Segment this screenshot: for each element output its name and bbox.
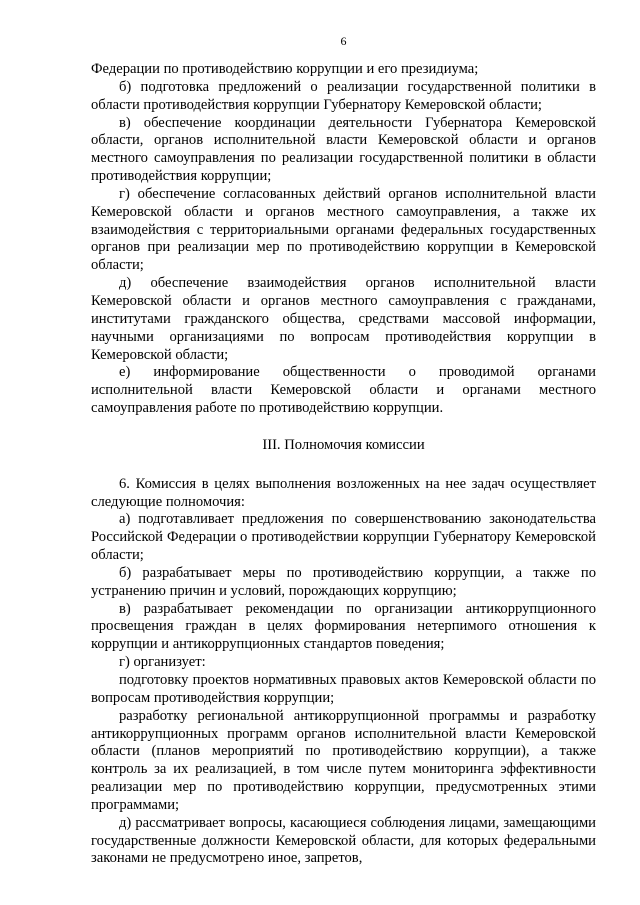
paragraph: г) организует: xyxy=(119,654,206,671)
paragraph: а) подготавливает предложения по совершенствованию законодательства Российской Федерации о противодействии коррупции Губернатору Кемеровской области; xyxy=(91,511,596,564)
paragraph: 6. Комиссия в целях выполнения возложенных на нее задач осуществляет следующие полномочия: xyxy=(91,475,596,510)
paragraph: д) обеспечение взаимодействия органов исполнительной власти Кемеровской области и органов местного самоуправления с гражданами, институтами гражданского общества, средствами массовой информации, научными организациями по вопросам противодействия коррупции в Кемеровской области; xyxy=(91,275,596,363)
document-page xyxy=(91,34,596,868)
paragraph: подготовку проектов нормативных правовых актов Кемеровской области по вопросам противодействия коррупции; xyxy=(91,672,596,706)
body-text-after xyxy=(91,476,596,869)
page-number: 6 xyxy=(340,34,347,48)
paragraph: б) подготовка предложений о реализации государственной политики в области противодействия коррупции Губернатору Кемеровской области; xyxy=(91,78,596,113)
paragraph: е) информирование общественности о проводимой органами исполнительной власти Кемеровской области и органами местного самоуправления работе по противодействию коррупции. xyxy=(91,364,596,417)
paragraph: б) разрабатывает меры по противодействию коррупции, а также по устранению причин и условий, порождающих коррупцию; xyxy=(91,564,596,599)
paragraph: Федерации по противодействию коррупции и его президиума; xyxy=(91,61,479,77)
paragraph: д) рассматривает вопросы, касающиеся соблюдения лицами, замещающими государственные должности Кемеровской области, для которых федеральными законами не предусмотрено иное, запретов, xyxy=(91,814,596,867)
body-text-before xyxy=(91,61,596,418)
paragraph: г) обеспечение согласованных действий органов исполнительной власти Кемеровской области и органов местного самоуправления, а также их взаимодействия с территориальными органами федеральных государственных органов при реализации мер по противодействию коррупции в Кемеровской области; xyxy=(91,185,596,274)
paragraph: в) обеспечение координации деятельности Губернатора Кемеровской области, органов исполнительной власти Кемеровской области и органов местного самоуправления по реализации государственной политики в области противодействия коррупции; xyxy=(91,114,596,185)
paragraph: в) разрабатывает рекомендации по организации антикоррупционного просвещения граждан в целях формирования нетерпимого отношения к коррупции и антикоррупционных стандартов поведения; xyxy=(91,600,596,653)
paragraph: разработку региональной антикоррупционной программы и разработку антикоррупционных программ органов исполнительной власти Кемеровской области (планов мероприятий по противодействию коррупции), а также контроль за их реализацией, в том числе путем мониторинга эффективности реализации мер по противодействию коррупции, предусмотренных этими программами; xyxy=(91,707,596,813)
section-heading: III. Полномочия комиссии xyxy=(262,436,425,453)
